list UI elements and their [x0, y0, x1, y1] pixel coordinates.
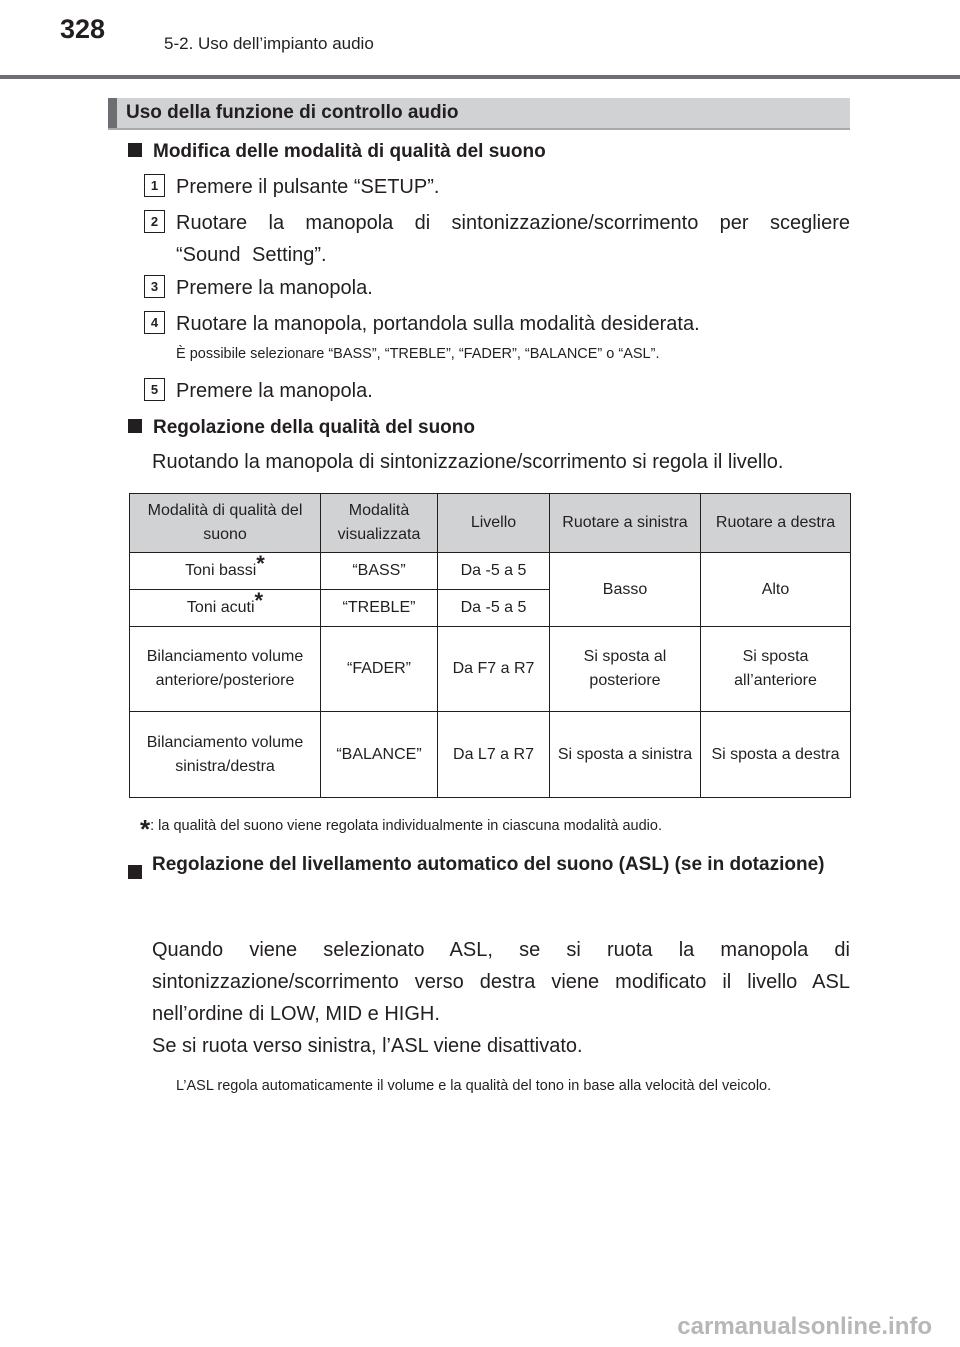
- table-header-cell: Ruotare a sinistra: [550, 494, 701, 553]
- table-row: [130, 712, 851, 798]
- table-header-cell: Modalità visualizzata: [321, 494, 438, 553]
- table-header-cell: Ruotare a destra: [701, 494, 851, 553]
- asl-note: L’ASL regola automaticamente il volume e la qualità del tono in base alla velocità del veicolo.: [176, 1078, 772, 1094]
- table-cell: Bilanciamento volume anteriore/posteriore: [130, 627, 321, 712]
- section-title: Uso della funzione di controllo audio: [126, 102, 459, 123]
- table-cell: Si sposta a sinistra: [550, 712, 701, 798]
- table-cell: Basso: [550, 553, 701, 627]
- table-cell: Da L7 a R7: [438, 712, 550, 798]
- step-number: 5: [144, 378, 165, 401]
- step-text: Premere il pulsante “SETUP”.: [176, 176, 440, 198]
- subsection-title: Regolazione del livellamento automatico del suono (ASL) (se in dotazione): [152, 854, 825, 875]
- square-bullet-icon: [128, 419, 142, 433]
- watermark: carmanualsonline.info: [677, 1313, 932, 1340]
- section-marker: [108, 98, 117, 128]
- table-cell: “FADER”: [321, 627, 438, 712]
- subsection-heading-sound-quality: [128, 417, 475, 439]
- square-bullet-icon: [128, 857, 142, 891]
- step-number: 3: [144, 275, 165, 298]
- table-cell: Si sposta all’anteriore: [701, 627, 851, 712]
- step-1: [144, 171, 850, 205]
- step-number: 2: [144, 210, 165, 233]
- section-underline: [108, 128, 850, 130]
- table-cell: Toni bassi*: [130, 553, 321, 590]
- table-header-row: [130, 494, 851, 553]
- sound-modes-table: [129, 493, 851, 798]
- table-cell: Si sposta al posteriore: [550, 627, 701, 712]
- step-text: Premere la manopola.: [176, 380, 373, 402]
- sound-quality-text: Ruotando la manopola di sintonizzazione/scorrimento si regola il livello.: [152, 451, 784, 473]
- step-text: Ruotare la manopola, portandola sulla modalità desiderata.: [176, 313, 700, 335]
- table-cell: Toni acuti*: [130, 590, 321, 627]
- table-cell: Da F7 a R7: [438, 627, 550, 712]
- page-number: 328: [60, 14, 106, 44]
- table-header-cell: Modalità di qualità del suono: [130, 494, 321, 553]
- asterisk-mark: *: [254, 587, 264, 613]
- subsection-heading-sound-modes: [128, 141, 546, 163]
- footnote-marker: *: [140, 814, 151, 844]
- table-cell: “TREBLE”: [321, 590, 438, 627]
- table-cell: Alto: [701, 553, 851, 627]
- step-4-note: È possibile selezionare “BASS”, “TREBLE”, “FADER”, “BALANCE” o “ASL”.: [176, 346, 660, 362]
- step-5: [144, 375, 850, 409]
- page-header: [0, 0, 960, 78]
- asl-text-1: Quando viene selezionato ASL, se si ruota la manopola di sintonizzazione/scorrimento verso destra viene modificato il livello ASL nell’ordine di LOW, MID e HIGH.: [152, 939, 850, 1025]
- table-cell: Da -5 a 5: [438, 553, 550, 590]
- step-2: [144, 207, 850, 273]
- table-row: [130, 627, 851, 712]
- step-text: Ruotare la manopola di sintonizzazione/scorrimento per scegliere “Sound Setting”.: [176, 212, 850, 266]
- step-3: [144, 272, 850, 306]
- chapter-title: 5-2. Uso dell’impianto audio: [164, 34, 374, 53]
- step-number: 4: [144, 311, 165, 334]
- square-bullet-icon: [128, 143, 142, 157]
- step-text: Premere la manopola.: [176, 277, 373, 299]
- table-header-cell: Livello: [438, 494, 550, 553]
- table-row: [130, 553, 851, 590]
- table-footnote: [140, 806, 662, 844]
- table-cell: “BALANCE”: [321, 712, 438, 798]
- table-cell: Da -5 a 5: [438, 590, 550, 627]
- section-title-bar: [108, 98, 850, 128]
- subsection-title: Regolazione della qualità del suono: [153, 417, 475, 438]
- step-number: 1: [144, 174, 165, 197]
- subsection-heading-asl: [128, 848, 850, 882]
- table-cell: Si sposta a destra: [701, 712, 851, 798]
- footnote-text: : la qualità del suono viene regolata individualmente in ciascuna modalità audio.: [150, 818, 662, 834]
- table-cell: “BASS”: [321, 553, 438, 590]
- subsection-title: Modifica delle modalità di qualità del suono: [153, 141, 546, 162]
- header-rule: [0, 75, 960, 79]
- step-4: [144, 308, 850, 342]
- asterisk-mark: *: [256, 550, 265, 576]
- table-cell: Bilanciamento volume sinistra/destra: [130, 712, 321, 798]
- asl-text-2: Se si ruota verso sinistra, l’ASL viene disattivato.: [152, 1035, 583, 1057]
